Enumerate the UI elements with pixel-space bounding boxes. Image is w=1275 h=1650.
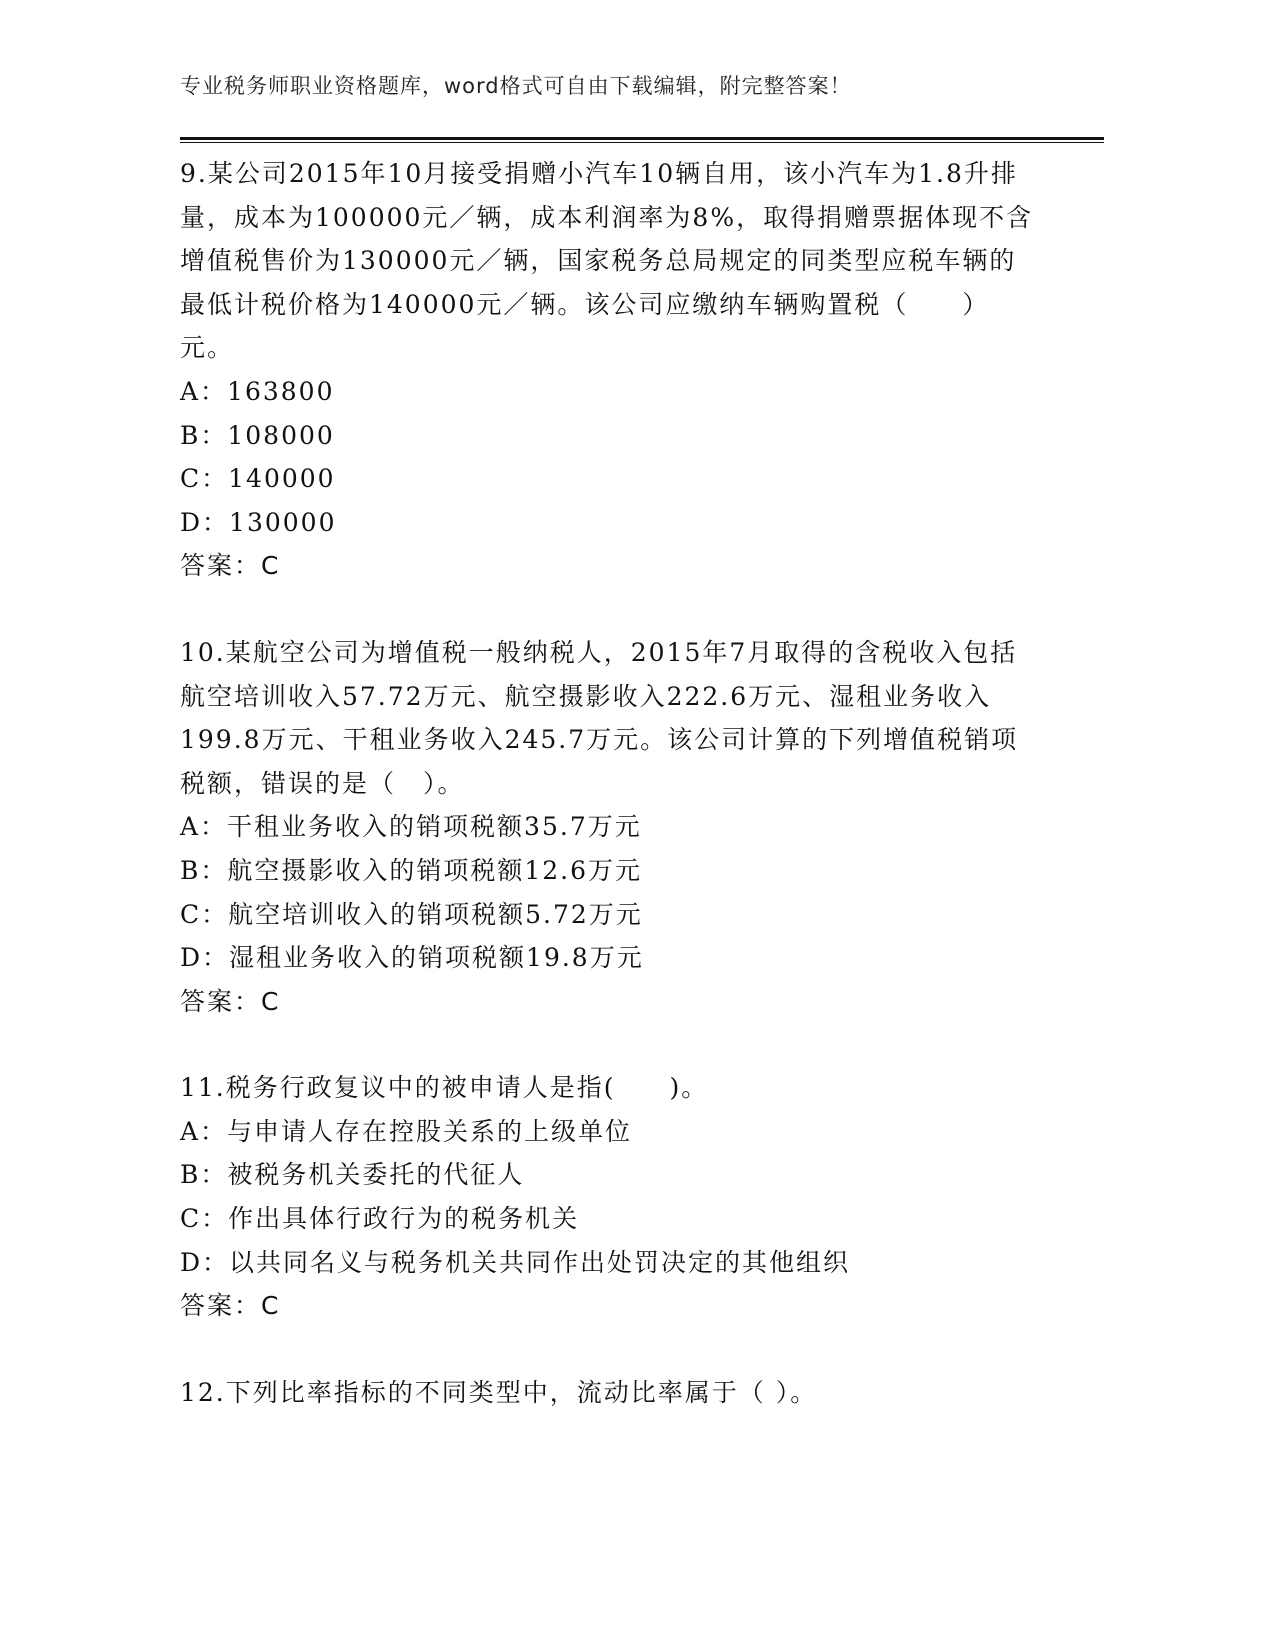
option-a: A：与申请人存在控股关系的上级单位 (180, 1116, 633, 1146)
option-c: C：航空培训收入的销项税额5.72万元 (180, 899, 643, 929)
answer: 答案：C (180, 1291, 281, 1321)
question-11 (180, 1066, 1040, 1328)
option-c: C：140000 (180, 464, 336, 494)
question-12 (180, 1371, 1040, 1415)
question-10 (180, 631, 1040, 1023)
header-rule-thick (180, 137, 1104, 140)
answer: 答案：C (180, 551, 281, 581)
option-d: D：以共同名义与税务机关共同作出处罚决定的其他组织 (180, 1247, 851, 1277)
option-a: A：干租业务收入的销项税额35.7万元 (180, 812, 642, 842)
option-d: D：130000 (180, 507, 337, 537)
option-b: B：108000 (180, 420, 335, 450)
question-stem: 10.某航空公司为增值税一般纳税人，2015年7月取得的含税收入包括航空培训收入57.72万元、航空摄影收入222.6万元、湿租业务收入199.8万元、干租业务收入245.7万元。该公司计算的下列增值税销项税额，错误的是（ ）。 (180, 637, 1019, 798)
option-b: B：被税务机关委托的代征人 (180, 1160, 525, 1190)
question-list (180, 152, 1040, 1457)
option-c: C：作出具体行政行为的税务机关 (180, 1204, 580, 1234)
option-a: A：163800 (180, 376, 335, 406)
option-b: B：航空摄影收入的销项税额12.6万元 (180, 855, 643, 885)
header-rule-thin (180, 142, 1104, 143)
option-d: D：湿租业务收入的销项税额19.8万元 (180, 943, 644, 973)
question-stem: 11.税务行政复议中的被申请人是指( )。 (180, 1073, 709, 1103)
page-header: 专业税务师职业资格题库，word格式可自由下载编辑，附完整答案！ (180, 74, 852, 98)
answer: 答案：C (180, 986, 281, 1016)
question-stem: 12.下列比率指标的不同类型中，流动比率属于（ ）。 (180, 1377, 818, 1407)
question-9 (180, 152, 1040, 588)
question-stem: 9.某公司2015年10月接受捐赠小汽车10辆自用，该小汽车为1.8升排量，成本为100000元／辆，成本利润率为8%，取得捐赠票据体现不含增值税售价为130000元／辆，国家税务总局规定的同类型应税车辆的最低计税价格为140000元／辆。该公司应缴纳车辆购置税（ ）元。 (180, 159, 1034, 363)
